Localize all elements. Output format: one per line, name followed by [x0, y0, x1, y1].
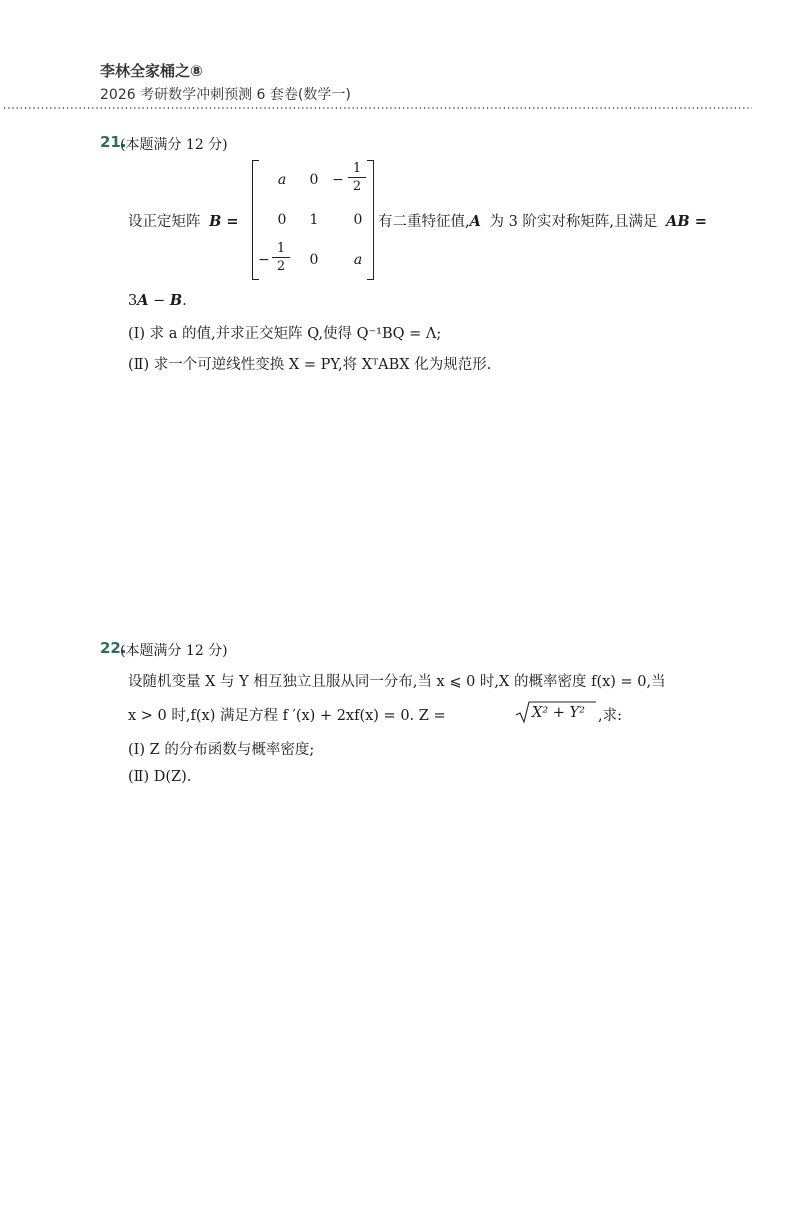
header-series: 李林全家桶之⑧ [100, 62, 203, 80]
question-intro: 设正定矩阵 B = [128, 213, 239, 230]
question-number: 22. [100, 639, 127, 657]
matrix-cell: 1 [309, 212, 319, 228]
question-condition-end: ,求: [598, 708, 622, 724]
question-score: (本题满分 12 分) [120, 643, 228, 659]
matrix-cell: 0 [309, 252, 319, 268]
matrix-fraction: $\frac{1}{2}$ [348, 160, 366, 195]
question-part-2: (Ⅱ) D(Z). [128, 769, 192, 785]
matrix-minus: − [332, 172, 344, 188]
matrix-cell: 0 [277, 212, 287, 228]
matrix-cell: a [277, 172, 287, 188]
header-title: 2026 考研数学冲刺预测 6 套卷(数学一) [100, 87, 351, 103]
matrix-cell: 0 [353, 212, 363, 228]
matrix-B [252, 160, 374, 278]
question-score: (本题满分 12 分) [120, 137, 228, 153]
matrix-cell: a [353, 252, 363, 268]
sqrt-expression: X² + Y² [532, 705, 585, 721]
matrix-fraction: $\frac{1}{2}$ [272, 240, 290, 275]
question-intro: 设随机变量 X 与 Y 相互独立且服从同一分布,当 x ⩽ 0 时,X 的概率密度 f(x) = 0,当 [128, 674, 666, 690]
question-part-2: (Ⅱ) 求一个可逆线性变换 X = PY,将 XᵀABX 化为规范形. [128, 357, 492, 373]
matrix-minus: − [258, 252, 270, 268]
question-condition: x > 0 时,f(x) 满足方程 f ′(x) + 2xf(x) = 0. Z = [128, 708, 446, 724]
header-divider [0, 104, 756, 112]
question-part-1: (Ⅰ) Z 的分布函数与概率密度; [128, 742, 315, 758]
question-condition-cont: 3A − B. [128, 292, 187, 309]
question-part-1: (Ⅰ) 求 a 的值,并求正交矩阵 Q,使得 Q⁻¹BQ = Λ; [128, 326, 442, 342]
question-number: 21. [100, 133, 127, 151]
question-condition: 有二重特征值,A 为 3 阶实对称矩阵,且满足 AB = [378, 213, 707, 230]
matrix-cell: 0 [309, 172, 319, 188]
